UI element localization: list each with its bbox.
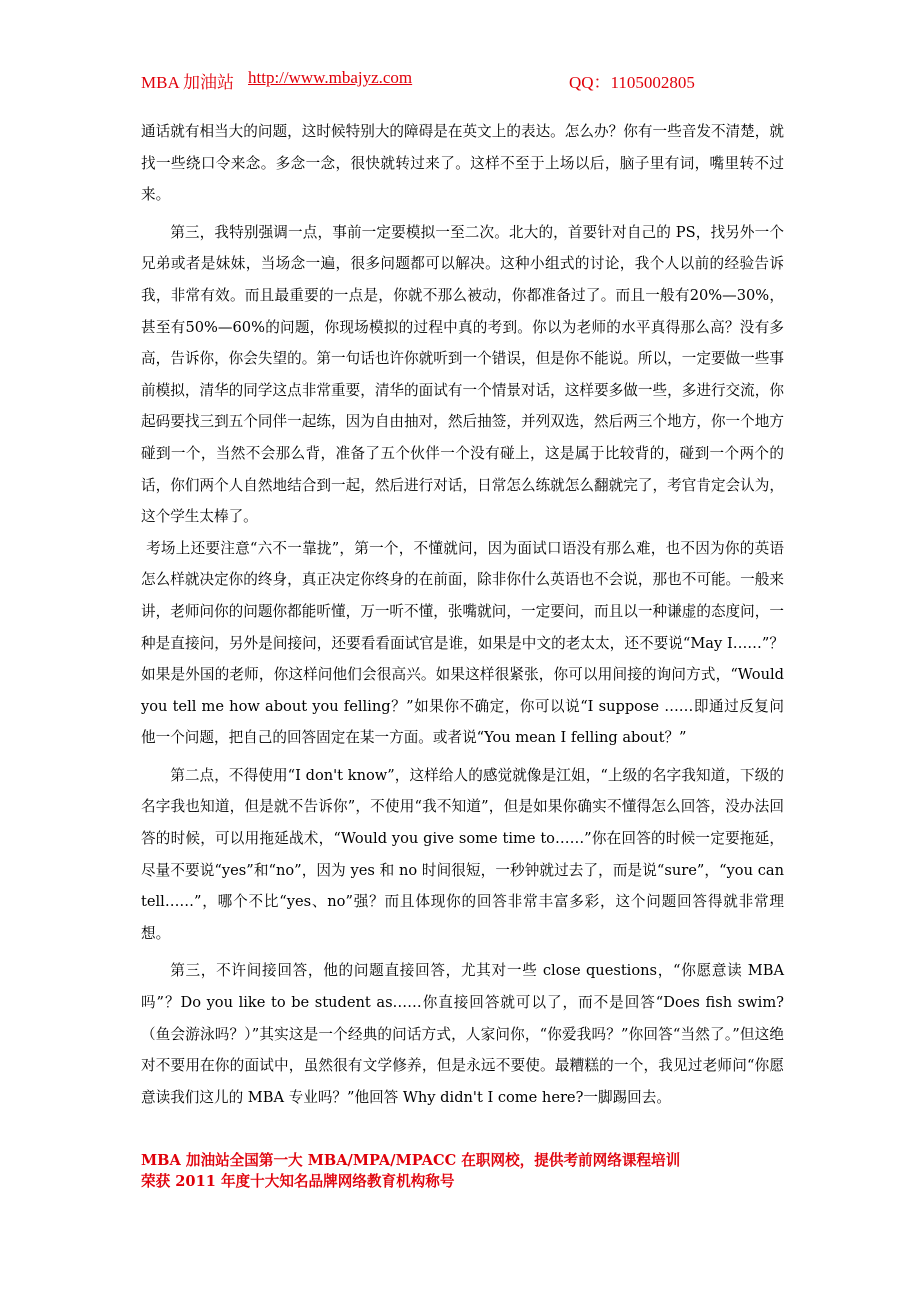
header-qq: QQ：1105002805 xyxy=(569,73,695,92)
paragraph-5: 第三，不许间接回答，他的问题直接回答，尤其对一些 close questions，“你愿意读 MBA 吗”？Do you like to be student as……你直接回答就可以了，而不是回答“Does fish swim?（鱼会游泳吗？）”其实这是一个经典的问话方式，人家问你，“你爱我吗？”你回答“当然了。”但这绝对不要用在你的面试中，虽然很有文学修养，但是永远不要使。最糟糕的一个，我见过老师问“你愿意读我们这儿的 MBA 专业吗？”他回答 Why didn't I come here?一脚踢回去。 xyxy=(141,962,784,1106)
header-url-link[interactable]: http://www.mbajyz.com xyxy=(248,68,413,87)
paragraph-3: 考场上还要注意“六不一靠拢”，第一个，不懂就问，因为面试口语没有那么难，也不因为你的英语怎么样就决定你的终身，真正决定你终身的在前面，除非你什么英语也不会说，那也不可能。一般来讲，老师问你的问题你都能听懂，万一听不懂，张嘴就问，一定要问，而且以一种谦虚的态度问，一种是直接问，另外是间接问，还要看看面试官是谁，如果是中文的老太太，还不要说“May I……”？如果是外国的老师，你这样问他们会很高兴。如果这样很紧张，你可以用间接的询问方式，“Would you tell me how about you felling？”如果你不确定，你可以说“I suppose ……即通过反复问他一个问题，把自己的回答固定在某一方面。或者说“You mean I felling about？” xyxy=(141,539,784,747)
page-header xyxy=(141,68,781,94)
article-body xyxy=(141,116,784,1113)
paragraph-2: 第三，我特别强调一点，事前一定要模拟一至二次。北大的，首要针对自己的 PS，找另外一个兄弟或者是妹妹，当场念一遍，很多问题都可以解决。这种小组式的讨论，我个人以前的经验告诉我，非常有效。而且最重要的一点是，你就不那么被动，你都准备过了。而且一般有20%—30%，甚至有50%—60%的问题，你现场模拟的过程中真的考到。你以为老师的水平真得那么高？没有多高，告诉你，你会失望的。第一句话也许你就听到一个错误，但是你不能说。所以，一定要做一些事前模拟，清华的同学这点非常重要，清华的面试有一个情景对话，这样要多做一些，多进行交流，你起码要找三到五个同伴一起练，因为自由抽对，然后抽签，并列双选，然后两三个地方，你一个地方碰到一个，当然不会那么背，准备了五个伙伴一个没有碰上，这是属于比较背的，碰到一个两个的话，你们两个人自然地结合到一起，然后进行对话，日常怎么练就怎么翻就完了，考官肯定会认为，这个学生太棒了。 xyxy=(141,223,784,526)
footer-line-1: MBA 加油站全国第一大 MBA/MPA/MPACC 在职网校，提供考前网络课程培训 xyxy=(141,1152,681,1169)
paragraph-4: 第二点，不得使用“I don't know”，这样给人的感觉就像是江姐，“上级的名字我知道，下级的名字我也知道，但是就不告诉你”，不使用“我不知道”，但是如果你确实不懂得怎么回答，没办法回答的时候，可以用拖延战术，“Would you give some time to……”你在回答的时候一定要拖延，尽量不要说“yes”和“no”，因为 yes 和 no 时间很短，一秒钟就过去了，而是说“sure”，“you can tell……”，哪个不比“yes、no”强？而且体现你的回答非常丰富多彩，这个问题回答得就非常理想。 xyxy=(141,766,784,942)
page-footer xyxy=(141,1150,781,1192)
header-brand: MBA 加油站 xyxy=(141,73,235,92)
footer-line-2: 荣获 2011 年度十大知名品牌网络教育机构称号 xyxy=(141,1173,455,1190)
paragraph-1: 通话就有相当大的问题，这时候特别大的障碍是在英文上的表达。怎么办？你有一些音发不清楚，就找一些绕口令来念。多念一念，很快就转过来了。这样不至于上场以后，脑子里有词，嘴里转不过来。 xyxy=(141,123,784,204)
